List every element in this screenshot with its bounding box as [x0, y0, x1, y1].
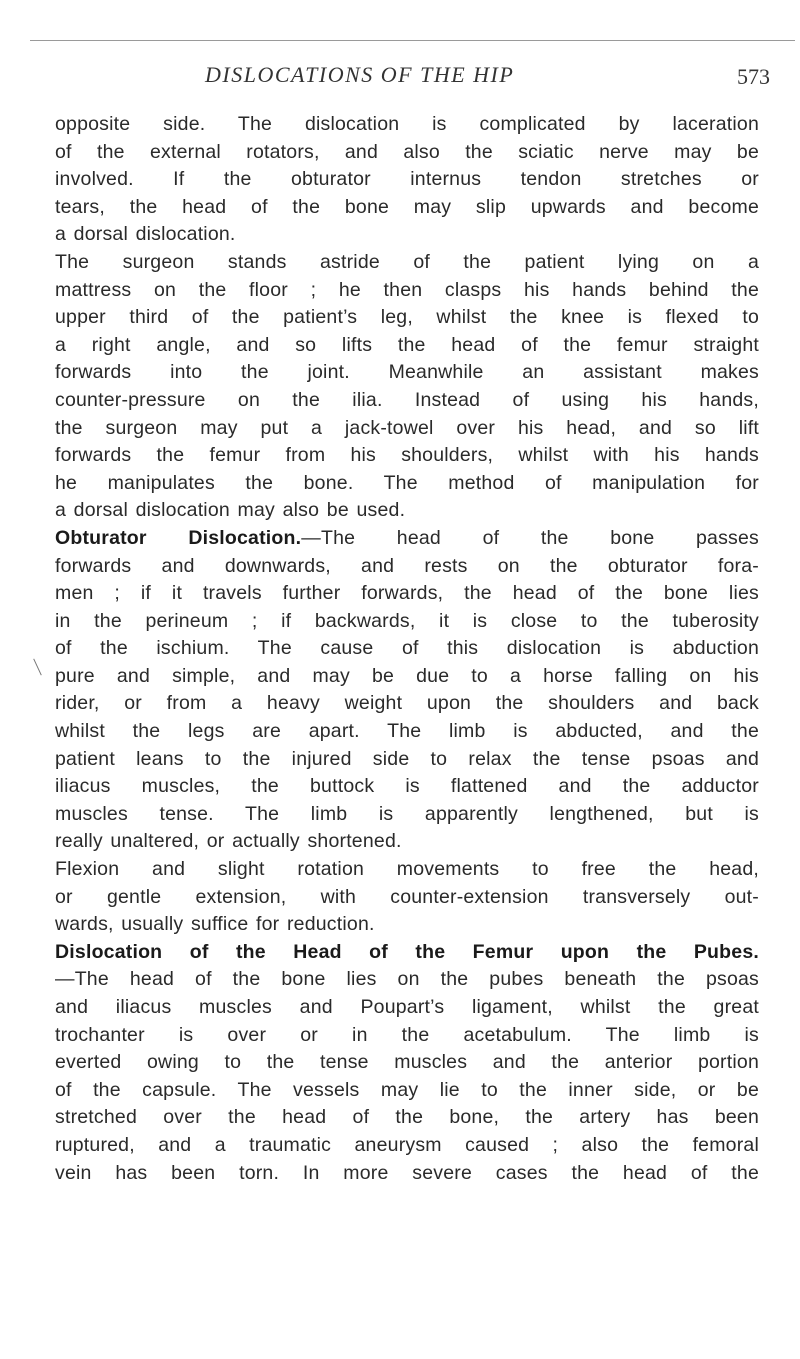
- line-text: the surgeon may put a jack-towel over his head, and so lift: [55, 416, 759, 439]
- line-text: pure and simple, and may be due to a horse falling on his: [55, 664, 759, 687]
- margin-mark: [33, 659, 42, 676]
- line-text: of the capsule. The vessels may lie to the inner side, or be: [55, 1078, 759, 1101]
- text-line: [55, 718, 759, 746]
- text-line: [55, 746, 759, 774]
- line-text: everted owing to the tense muscles and the anterior portion: [55, 1051, 759, 1074]
- text-line: [55, 194, 759, 222]
- line-text: of the external rotators, and also the sciatic nerve may be: [55, 140, 759, 163]
- section-heading: Dislocation of the Head of the Femur upon the Pubes.: [55, 940, 759, 963]
- line-text: involved. If the obturator internus tendon stretches or: [55, 168, 759, 191]
- line-text: —The head of the bone passes: [301, 526, 759, 549]
- line-text: The surgeon stands astride of the patient lying on a: [55, 250, 759, 273]
- line-text: whilst the legs are apart. The limb is abducted, and the: [55, 720, 759, 743]
- line-text: forwards the femur from his shoulders, whilst with his hands: [55, 444, 759, 467]
- line-text: really unaltered, or actually shortened.: [55, 830, 402, 853]
- line-text: a dorsal dislocation may also be used.: [55, 499, 406, 522]
- text-line: [55, 387, 759, 415]
- text-line: [55, 939, 759, 967]
- line-text: Flexion and slight rotation movements to free the head,: [55, 858, 759, 881]
- text-line: [55, 111, 759, 139]
- line-text: iliacus muscles, the buttock is flattened and the adductor: [55, 775, 759, 798]
- line-text: upper third of the patient’s leg, whilst the knee is flexed to: [55, 306, 759, 329]
- line-text: forwards into the joint. Meanwhile an assistant makes: [55, 361, 759, 384]
- line-text: men ; if it travels further forwards, the head of the bone lies: [55, 582, 759, 605]
- running-head: [0, 62, 800, 92]
- text-line: [55, 690, 759, 718]
- line-text: trochanter is over or in the acetabulum. The limb is: [55, 1023, 759, 1046]
- text-line: [55, 415, 759, 443]
- line-text: in the perineum ; if backwards, it is close to the tuberosity: [55, 609, 759, 632]
- line-text: ruptured, and a traumatic aneurysm caused ; also the femoral: [55, 1133, 759, 1156]
- text-line: [55, 580, 759, 608]
- text-line: [55, 773, 759, 801]
- body-text: [55, 111, 759, 1187]
- text-line: [55, 994, 759, 1022]
- line-text: mattress on the floor ; he then clasps his hands behind the: [55, 278, 759, 301]
- line-text: muscles tense. The limb is apparently lengthened, but is: [55, 802, 759, 825]
- top-rule: [30, 40, 795, 41]
- text-line: [55, 1104, 759, 1132]
- line-text: or gentle extension, with counter-extension transversely out-: [55, 885, 759, 908]
- text-line: [55, 166, 759, 194]
- text-line: [55, 1022, 759, 1050]
- line-text: of the ischium. The cause of this dislocation is abduction: [55, 637, 759, 660]
- line-text: and iliacus muscles and Poupart’s ligament, whilst the great: [55, 996, 759, 1018]
- text-line: [55, 470, 759, 498]
- line-text: vein has been torn. In more severe cases the head of the: [55, 1161, 759, 1184]
- line-text: —The head of the bone lies on the pubes beneath the psoas: [55, 968, 759, 991]
- text-line: [55, 966, 759, 994]
- text-line: [55, 139, 759, 167]
- text-line: [55, 359, 759, 387]
- line-text: tears, the head of the bone may slip upwards and become: [55, 195, 759, 218]
- text-line: [55, 1160, 759, 1188]
- line-text: a dorsal dislocation.: [55, 223, 236, 246]
- text-line: [55, 911, 759, 939]
- text-line: [55, 221, 759, 249]
- text-line: [55, 277, 759, 305]
- text-line: [55, 497, 759, 525]
- line-text: patient leans to the injured side to relax the tense psoas and: [55, 747, 759, 770]
- page-number: 573: [737, 64, 770, 89]
- line-text: forwards and downwards, and rests on the obturator fora-: [55, 554, 759, 577]
- line-text: rider, or from a heavy weight upon the shoulders and back: [55, 692, 759, 715]
- running-title: DISLOCATIONS OF THE HIP: [205, 62, 515, 87]
- line-text: opposite side. The dislocation is complicated by laceration: [55, 113, 759, 135]
- line-text: wards, usually suffice for reduction.: [55, 913, 375, 936]
- text-line: [55, 1049, 759, 1077]
- text-line: [55, 1077, 759, 1105]
- text-line: [55, 553, 759, 581]
- text-line: [55, 332, 759, 360]
- text-line: [55, 304, 759, 332]
- text-line: [55, 884, 759, 912]
- text-line: [55, 442, 759, 470]
- text-line: [55, 801, 759, 829]
- text-line: [55, 249, 759, 277]
- text-line: [55, 608, 759, 636]
- line-text: a right angle, and so lifts the head of the femur straight: [55, 333, 759, 356]
- text-line: [55, 525, 759, 553]
- line-text: he manipulates the bone. The method of manipulation for: [55, 471, 759, 494]
- text-line: [55, 828, 759, 856]
- text-line: [55, 635, 759, 663]
- text-line: [55, 663, 759, 691]
- line-text: stretched over the head of the bone, the artery has been: [55, 1106, 759, 1129]
- section-heading: Obturator Dislocation.: [55, 526, 302, 549]
- text-line: [55, 856, 759, 884]
- line-text: counter-pressure on the ilia. Instead of using his hands,: [55, 388, 759, 411]
- text-line: [55, 1132, 759, 1160]
